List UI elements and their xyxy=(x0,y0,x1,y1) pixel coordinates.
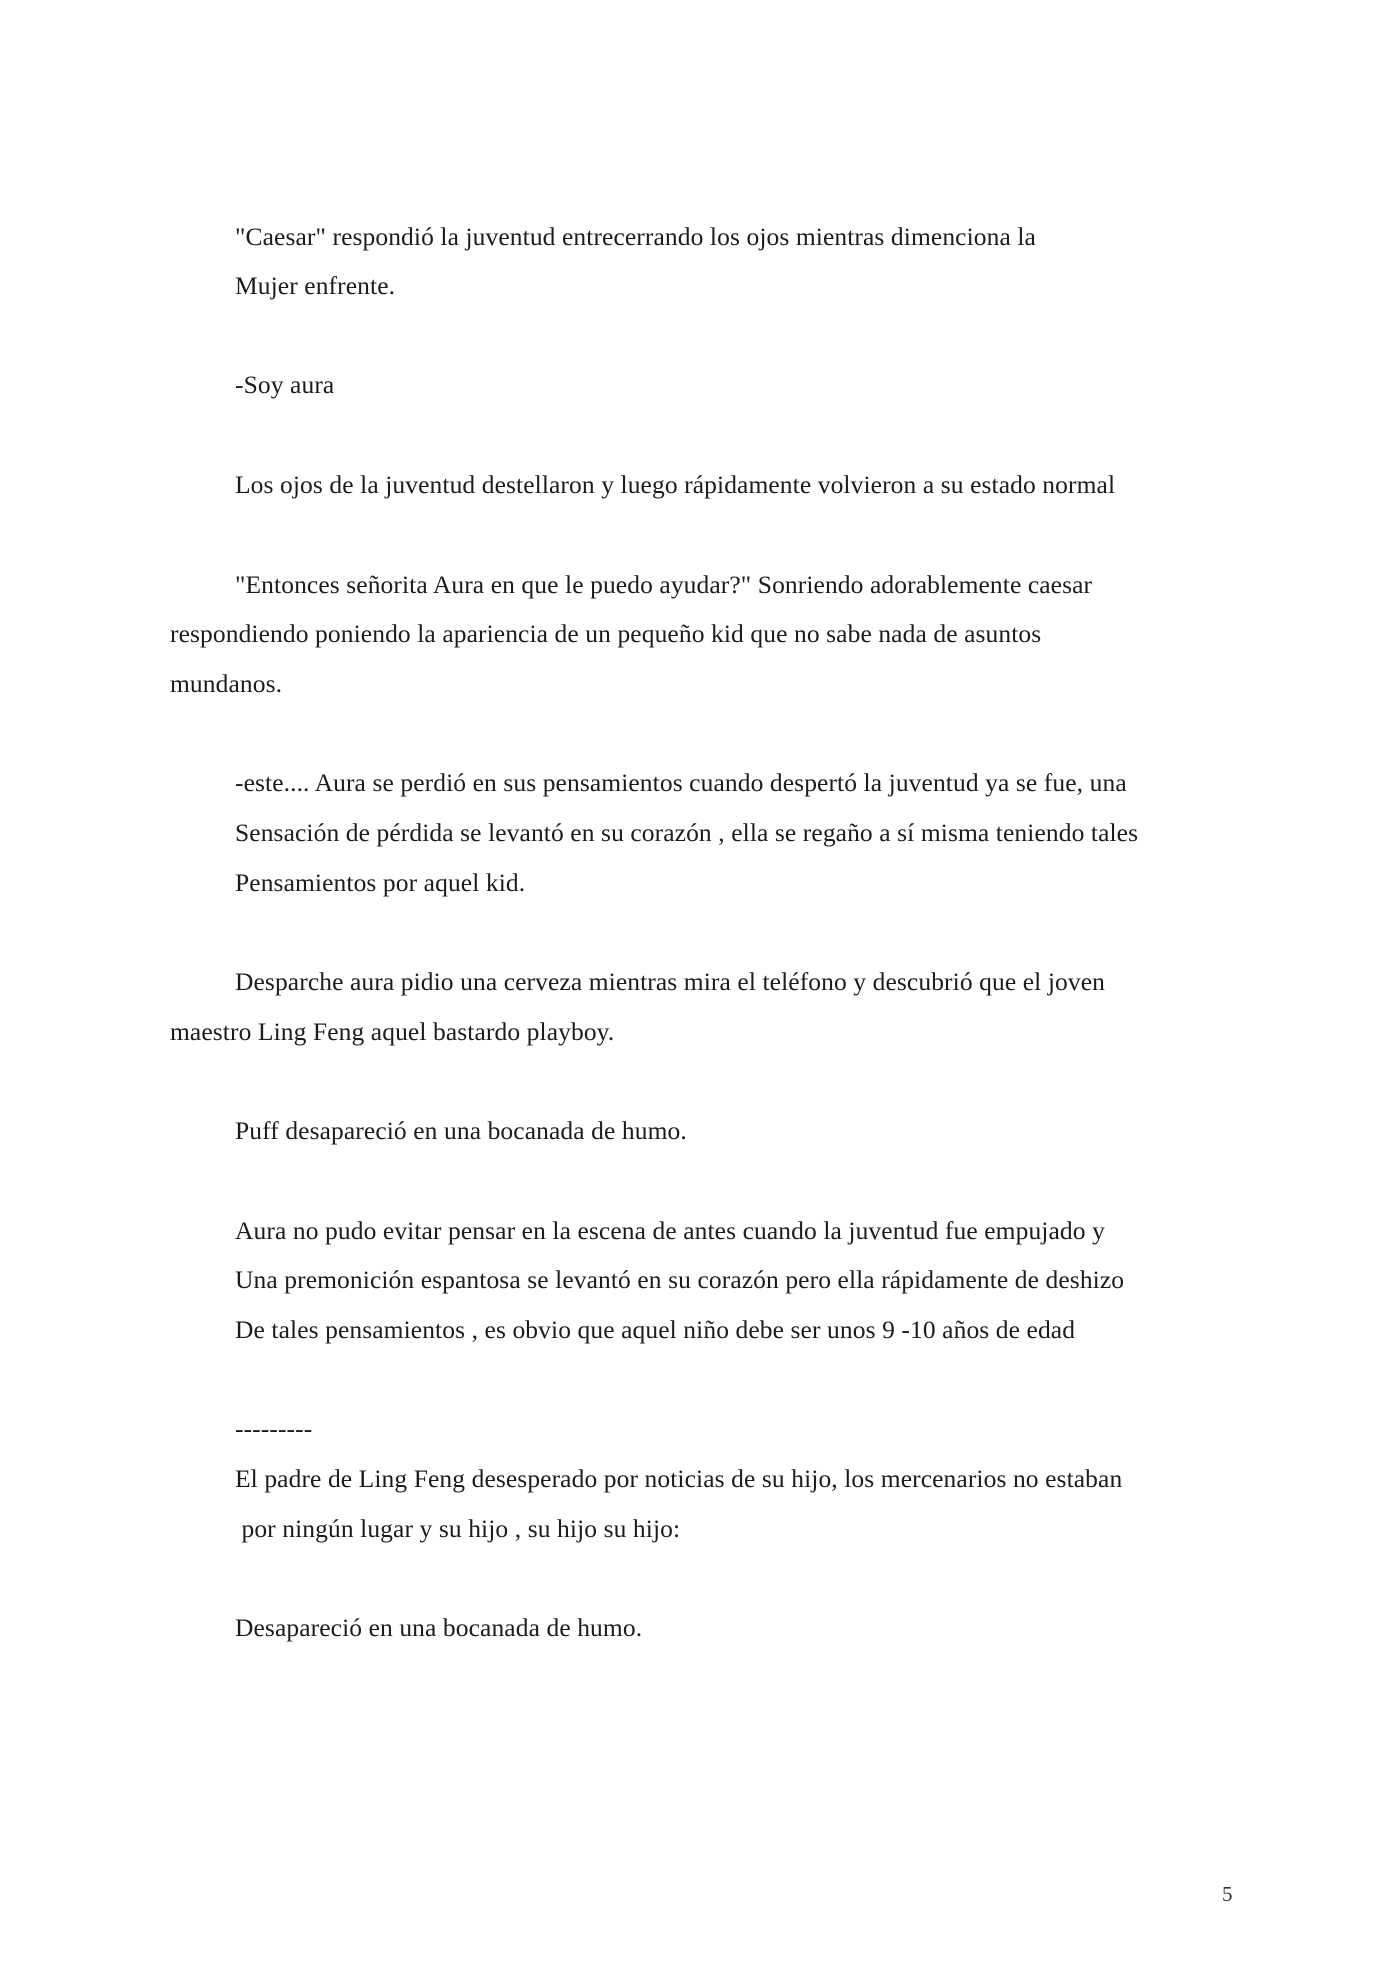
text-line: mundanos. xyxy=(170,669,283,698)
text-line: Puff desapareció en una bocanada de humo. xyxy=(235,1116,687,1145)
text-line: De tales pensamientos , es obvio que aquel niño debe ser unos 9 -10 años de edad xyxy=(235,1315,1076,1344)
text-line: -Soy aura xyxy=(235,370,335,399)
text-line: Una premonición espantosa se levantó en su corazón pero ella rápidamente de deshizo xyxy=(235,1265,1125,1294)
text-line: Los ojos de la juventud destellaron y luego rápidamente volvieron a su estado normal xyxy=(235,470,1116,499)
text-line: respondiendo poniendo la apariencia de un pequeño kid que no sabe nada de asuntos xyxy=(170,619,1042,648)
text-line: "Entonces señorita Aura en que le puedo ayudar?" Sonriendo adorablemente caesar xyxy=(235,570,1093,599)
text-line: "Caesar" respondió la juventud entrecerrando los ojos mientras dimenciona la xyxy=(235,222,1036,251)
text-line: El padre de Ling Feng desesperado por noticias de su hijo, los mercenarios no estaban xyxy=(235,1464,1123,1493)
text-line: Mujer enfrente. xyxy=(235,271,396,300)
text-line: Desapareció en una bocanada de humo. xyxy=(235,1613,643,1642)
text-line: Aura no pudo evitar pensar en la escena de antes cuando la juventud fue empujado y xyxy=(235,1216,1105,1245)
separator-line: --------- xyxy=(235,1414,313,1443)
text-line: Desparche aura pidio una cerveza mientras mira el teléfono y descubrió que el joven xyxy=(235,967,1105,996)
page-number: 5 xyxy=(1222,1882,1233,1906)
text-line: maestro Ling Feng aquel bastardo playboy. xyxy=(170,1017,615,1046)
text-line: Pensamientos por aquel kid. xyxy=(235,868,526,897)
text-line: Sensación de pérdida se levantó en su corazón , ella se regaño a sí misma teniendo tales xyxy=(235,818,1139,847)
text-line: por ningún lugar y su hijo , su hijo su hijo: xyxy=(235,1514,681,1543)
text-line: -este.... Aura se perdió en sus pensamientos cuando despertó la juventud ya se fue, una xyxy=(235,768,1127,797)
